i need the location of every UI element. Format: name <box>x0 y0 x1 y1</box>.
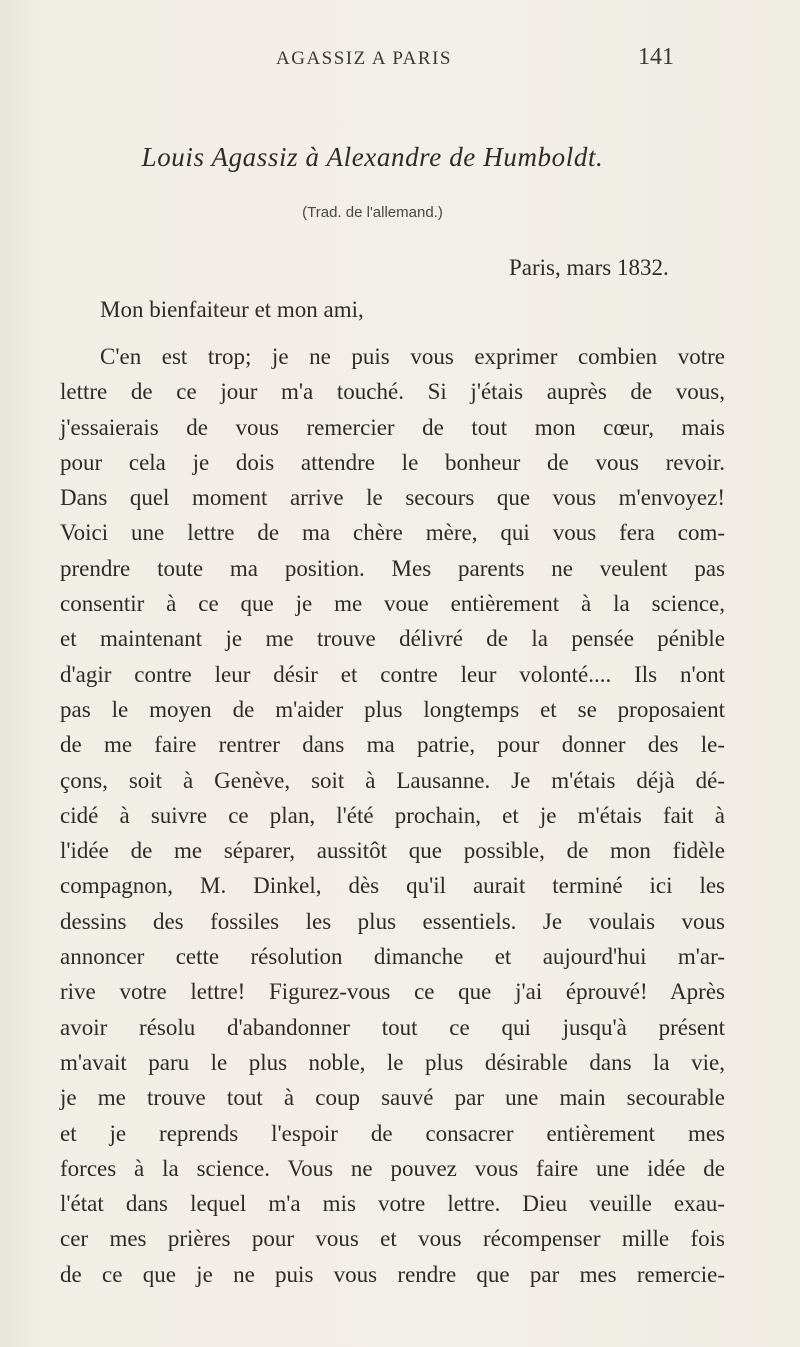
body-line: çons, soit à Genève, soit à Lausanne. Je m'étais déjà dé- <box>60 767 725 793</box>
body-line: pas le moyen de m'aider plus longtemps et se proposaient <box>60 696 725 722</box>
letter-salutation: Mon bienfaiteur et mon ami, <box>100 297 364 322</box>
body-line: de ce que je ne puis vous rendre que par mes remercie- <box>60 1261 725 1287</box>
body-line: consentir à ce que je me voue entièrement à la science, <box>60 591 725 617</box>
body-line: j'essaierais de vous remercier de tout mon cœur, mais <box>60 414 725 440</box>
body-line: lettre de ce jour m'a touché. Si j'étais auprès de vous, <box>60 379 725 405</box>
body-line: C'en est trop; je ne puis vous exprimer combien votre <box>100 344 725 369</box>
body-line: dessins des fossiles les plus essentiels. Je voulais vous <box>60 908 725 934</box>
body-line: d'agir contre leur désir et contre leur volonté.... Ils n'ont <box>60 661 725 687</box>
letter-dateline: Paris, mars 1832. <box>509 255 669 280</box>
body-line: cidé à suivre ce plan, l'été prochain, et je m'étais fait à <box>60 802 725 828</box>
body-line: forces à la science. Vous ne pouvez vous faire une idée de <box>60 1155 725 1181</box>
body-line: prendre toute ma position. Mes parents ne veulent pas <box>60 555 725 581</box>
body-line: l'état dans lequel m'a mis votre lettre. Dieu veuille exau- <box>60 1191 725 1217</box>
body-line: m'avait paru le plus noble, le plus désirable dans la vie, <box>60 1049 725 1075</box>
body-line: je me trouve tout à coup sauvé par une main secourable <box>60 1085 725 1111</box>
body-line: de me faire rentrer dans ma patrie, pour donner des le- <box>60 732 725 758</box>
page-number: 141 <box>638 44 674 70</box>
translation-note: (Trad. de l'allemand.) <box>302 204 443 221</box>
body-line: annoncer cette résolution dimanche et aujourd'hui m'ar- <box>60 944 725 970</box>
letter-title: Louis Agassiz à Alexandre de Humboldt. <box>141 142 604 172</box>
body-line: et je reprends l'espoir de consacrer entièrement mes <box>60 1120 725 1146</box>
body-line: l'idée de me séparer, aussitôt que possible, de mon fidèle <box>60 838 725 864</box>
body-line: cer mes prières pour vous et vous récompenser mille fois <box>60 1226 725 1252</box>
body-line: avoir résolu d'abandonner tout ce qui jusqu'à présent <box>60 1014 725 1040</box>
body-line: rive votre lettre! Figurez-vous ce que j'ai éprouvé! Après <box>60 979 725 1005</box>
body-line: compagnon, M. Dinkel, dès qu'il aurait terminé ici les <box>60 873 725 899</box>
body-line: Dans quel moment arrive le secours que vous m'envoyez! <box>60 485 725 511</box>
body-line: Voici une lettre de ma chère mère, qui vous fera com- <box>60 520 725 546</box>
running-title: AGASSIZ A PARIS <box>276 48 452 69</box>
running-header <box>0 44 800 74</box>
letter-body <box>60 339 725 1292</box>
body-line: et maintenant je me trouve délivré de la pensée pénible <box>60 626 725 652</box>
body-line: pour cela je dois attendre le bonheur de vous revoir. <box>60 449 725 475</box>
